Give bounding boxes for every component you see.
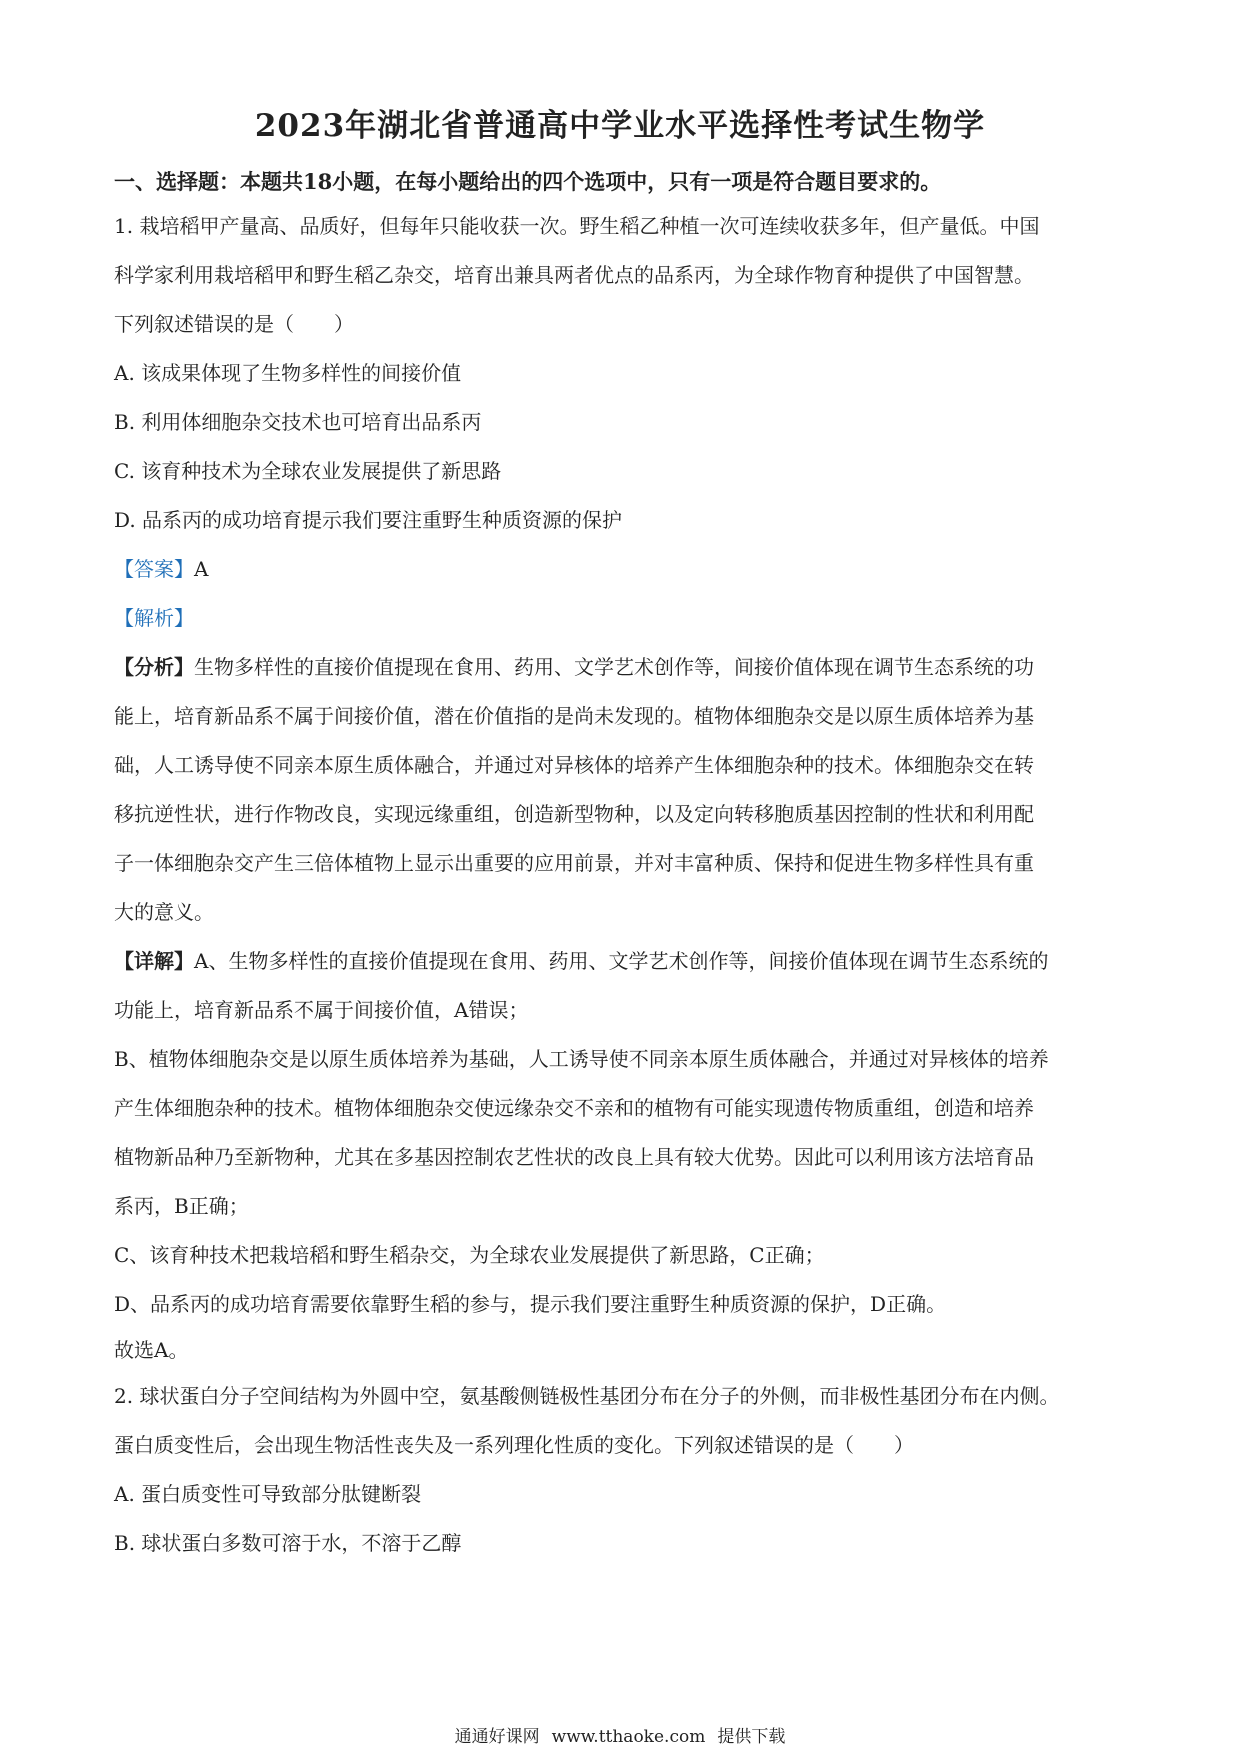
- answer-tag: 【答案】: [114, 557, 194, 581]
- q1-xiangjie-line: 产生体细胞杂种的技术。植物体细胞杂交使远缘杂交不亲和的植物有可能实现遗传物质重组，创造和培养: [114, 1096, 1034, 1120]
- q1-option-b: B. 利用体细胞杂交技术也可培育出品系丙: [114, 410, 482, 434]
- answer-value: A: [194, 557, 209, 581]
- q1-fenxi-line: 子一体细胞杂交产生三倍体植物上显示出重要的应用前景，并对丰富种质、保持和促进生物多样性具有重: [114, 851, 1034, 875]
- q1-xiangjie-line: B、植物体细胞杂交是以原生质体培养为基础，人工诱导使不同亲本原生质体融合，并通过对异核体的培养: [114, 1047, 1049, 1071]
- q1-fenxi-line: 础，人工诱导使不同亲本原生质体融合，并通过对异核体的培养产生体细胞杂种的技术。体细胞杂交在转: [114, 753, 1034, 777]
- page-footer: [0, 1722, 1240, 1747]
- q2-stem-line: 2. 球状蛋白分子空间结构为外圆中空，氨基酸侧链极性基团分布在分子的外侧，而非极性基团分布在内侧。: [114, 1384, 1060, 1408]
- analysis-tag: 【解析】: [114, 606, 194, 630]
- xiangjie-text: A、生物多样性的直接价值提现在食用、药用、文学艺术创作等，间接价值体现在调节生态系统的: [194, 949, 1049, 973]
- q1-fenxi-line: 能上，培育新品系不属于间接价值，潜在价值指的是尚未发现的。植物体细胞杂交是以原生质体培养为基: [114, 704, 1034, 728]
- q1-xiangjie-line: 植物新品种乃至新物种，尤其在多基因控制农艺性状的改良上具有较大优势。因此可以利用该方法培育品: [114, 1145, 1034, 1169]
- q1-xiangjie-line: 功能上，培育新品系不属于间接价值，A错误；: [114, 998, 529, 1022]
- q1-option-a: A. 该成果体现了生物多样性的间接价值: [114, 361, 462, 385]
- q1-analysis-heading: [114, 604, 1134, 632]
- q1-option-d: D. 品系丙的成功培育提示我们要注重野生种质资源的保护: [114, 508, 623, 532]
- document-title: 2023年湖北省普通高中学业水平选择性考试生物学: [254, 108, 986, 144]
- q1-fenxi-line: 移抗逆性状，进行作物改良，实现远缘重组，创造新型物种，以及定向转移胞质基因控制的性状和利用配: [114, 802, 1034, 826]
- q1-fenxi-line: [114, 653, 1134, 681]
- q1-xiangjie-line: 系丙，B正确；: [114, 1194, 249, 1218]
- q1-xiangjie-line: [114, 947, 1134, 975]
- q1-stem-line: 下列叙述错误的是（ ）: [114, 312, 354, 336]
- section-heading: 一、选择题：本题共18小题，在每小题给出的四个选项中，只有一项是符合题目要求的。: [114, 169, 942, 194]
- q1-fenxi-line: 大的意义。: [114, 900, 214, 924]
- q1-stem-line: 1. 栽培稻甲产量高、品质好，但每年只能收获一次。野生稻乙种植一次可连续收获多年，但产量低。中国: [114, 214, 1040, 238]
- q2-stem-line: 蛋白质变性后，会出现生物活性丧失及一系列理化性质的变化。下列叙述错误的是（ ）: [114, 1433, 914, 1457]
- q1-conclusion: 故选A。: [114, 1338, 189, 1362]
- fenxi-tag: 【分析】: [114, 655, 194, 679]
- q2-option-b: B. 球状蛋白多数可溶于水，不溶于乙醇: [114, 1531, 462, 1555]
- q1-xiangjie-line: C、该育种技术把栽培稻和野生稻杂交，为全球农业发展提供了新思路，C正确；: [114, 1243, 825, 1267]
- q1-option-c: C. 该育种技术为全球农业发展提供了新思路: [114, 459, 502, 483]
- document-content: [114, 212, 1134, 1578]
- q1-answer: [114, 555, 1134, 583]
- footer-url[interactable]: www.tthaoke.com: [551, 1727, 706, 1747]
- q1-stem-line: 科学家利用栽培稻甲和野生稻乙杂交，培育出兼具两者优点的品系丙，为全球作物育种提供了中国智慧。: [114, 263, 1034, 287]
- fenxi-text: 生物多样性的直接价值提现在食用、药用、文学艺术创作等，间接价值体现在调节生态系统的功: [194, 655, 1034, 679]
- q1-xiangjie-line: D、品系丙的成功培育需要依靠野生稻的参与，提示我们要注重野生种质资源的保护，D正确。: [114, 1292, 947, 1316]
- footer-site-name: 通通好课网: [454, 1727, 540, 1747]
- footer-suffix: 提供下载: [717, 1727, 786, 1747]
- q2-option-a: A. 蛋白质变性可导致部分肽键断裂: [114, 1482, 422, 1506]
- xiangjie-tag: 【详解】: [114, 949, 194, 973]
